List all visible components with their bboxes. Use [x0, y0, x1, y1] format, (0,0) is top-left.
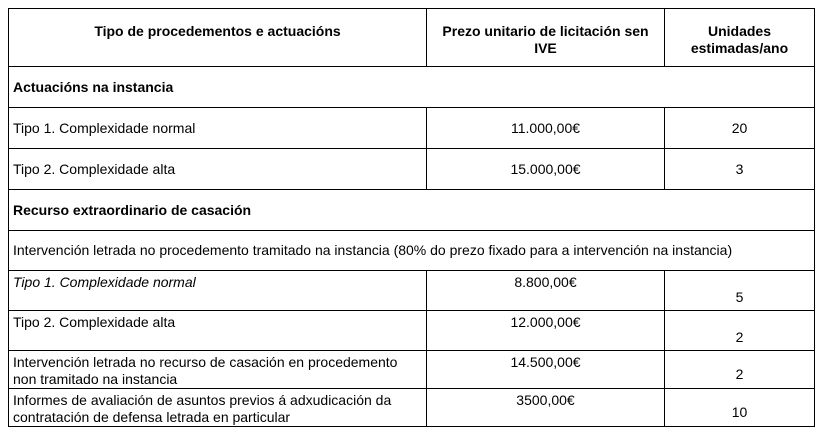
row-price: 14.500,00€: [427, 351, 665, 389]
section-row: [9, 190, 815, 231]
table-row: [9, 271, 815, 311]
header-row: [9, 9, 815, 67]
row-units: 10: [665, 389, 815, 427]
table-row: [9, 351, 815, 389]
table-row: [9, 149, 815, 190]
row-label: Informes de avaliación de asuntos previos á adxudicación da contratación de defensa letrada en particular: [9, 389, 427, 427]
row-label: Tipo 2. Complexidade alta: [9, 311, 427, 351]
table-row: [9, 311, 815, 351]
row-price: 3500,00€: [427, 389, 665, 427]
row-units: 5: [665, 271, 815, 311]
row-price: 8.800,00€: [427, 271, 665, 311]
row-price: 11.000,00€: [427, 108, 665, 149]
note-row: [9, 231, 815, 271]
row-price: 15.000,00€: [427, 149, 665, 190]
row-units: 2: [665, 351, 815, 389]
row-units: 2: [665, 311, 815, 351]
row-label: Tipo 2. Complexidade alta: [9, 149, 427, 190]
section-title-cassation: Recurso extraordinario de casación: [9, 190, 815, 231]
header-procedure-type: Tipo de procedementos e actuacións: [9, 9, 427, 67]
row-label: Tipo 1. Complexidade normal: [9, 108, 427, 149]
pricing-table: [8, 8, 815, 427]
table-row: [9, 389, 815, 427]
section-title-instance: Actuacións na instancia: [9, 67, 815, 108]
row-units: 20: [665, 108, 815, 149]
header-unit-price: Prezo unitario de licitación sen IVE: [427, 9, 665, 67]
row-units: 3: [665, 149, 815, 190]
header-estimated-units: Unidades estimadas/ano: [665, 9, 815, 67]
table-row: [9, 108, 815, 149]
row-price: 12.000,00€: [427, 311, 665, 351]
row-label: Intervención letrada no recurso de casación en procedemento non tramitado na instancia: [9, 351, 427, 389]
section-note: Intervención letrada no procedemento tramitado na instancia (80% do prezo fixado para a intervención na instancia): [9, 231, 815, 271]
section-row: [9, 67, 815, 108]
row-label: Tipo 1. Complexidade normal: [9, 271, 427, 311]
